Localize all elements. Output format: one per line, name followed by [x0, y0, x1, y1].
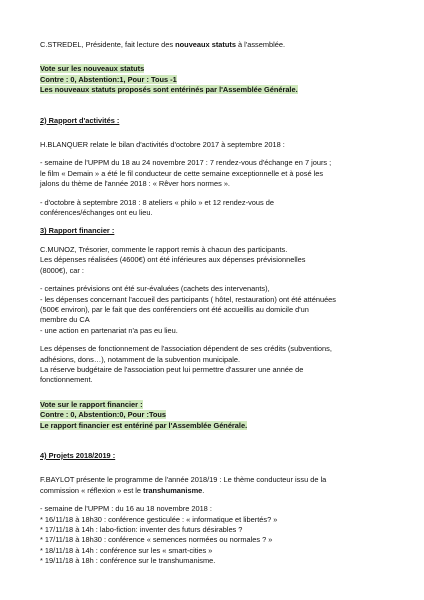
- intro-text: C.STREDEL, Présidente, fait lecture des: [40, 40, 176, 49]
- section2-para1: [40, 158, 390, 189]
- section4-item: * 16/11/18 à 18h30 : conférence gesticulée : « informatique et libertés? »: [40, 514, 278, 524]
- vote-statuts-line3: Les nouveaux statuts proposés sont entérinés par l'Assemblée Générale.: [40, 85, 298, 95]
- intro-suffix: à l'assemblée.: [235, 40, 286, 49]
- section3-item: - certaines prévisions ont été sur-évaluées (cachets des intervenants),: [40, 284, 270, 294]
- section4-item: * 17/11/18 à 18h30 : conférence « semences normées ou normales ? »: [40, 535, 273, 545]
- section2-heading: 2) Rapport d'activités :: [40, 115, 120, 125]
- section3-item: (500€ environ), par le fait que des conférenciers ont été accueillis au domicile d'un: [40, 304, 309, 314]
- section3-items: [40, 284, 390, 336]
- section3-para-line: La réserve budgétaire de l'association peut lui permettre d'assurer une année de: [40, 364, 304, 374]
- section3-intro-line: C.MUNOZ, Trésorier, commente le rapport remis à chacun des participants.: [40, 244, 288, 254]
- section3-item: - les dépenses concernant l'accueil des participants ( hôtel, restauration) ont été atténuées: [40, 294, 336, 304]
- section3-para: [40, 344, 390, 386]
- vote-statuts-block: [40, 64, 390, 95]
- section4-intro: [40, 475, 390, 496]
- section4-intro-line: F.BAYLOT présente le programme de l'année 2018/19 : Le thème conducteur issu de la: [40, 475, 327, 485]
- section4-item: * 19/11/18 à 18h : conférence sur le transhumanisme.: [40, 556, 216, 566]
- vote-financier-line1: Vote sur le rapport financier :: [40, 399, 143, 409]
- section3-para-line: fonctionnement.: [40, 375, 93, 385]
- section2-para2-line: - d'octobre à septembre 2018 : 8 ateliers « philo » et 12 rendez-vous de: [40, 197, 274, 207]
- section2-para1-line: le film « Demain » a été le fil conducteur de cette semaine exceptionnelle et à posé les: [40, 168, 324, 178]
- section3-para-line: adhésions, dons…), notamment de la subvention municipale.: [40, 354, 241, 364]
- section3-heading: 3) Rapport financier :: [40, 226, 115, 236]
- section4-intro-line: commission « réflexion » est le transhumanisme.: [40, 485, 205, 495]
- section4-item: - semaine de l'UPPM : du 16 au 18 novembre 2018 :: [40, 504, 212, 514]
- section3-intro-line: Les dépenses réalisées (4600€) ont été inférieures aux dépenses prévisionnelles: [40, 255, 306, 265]
- section3-item: - une action en partenariat n'a pas eu lieu.: [40, 325, 178, 335]
- transhumanisme-bold: transhumanisme: [143, 485, 203, 495]
- vote-statuts-line2: Contre : 0, Abstention:1, Pour : Tous -1: [40, 74, 177, 84]
- section2-para2-line: conférences/échanges ont eu lieu.: [40, 208, 153, 218]
- vote-financier-line3: Le rapport financier est entériné par l'Assemblée Générale.: [40, 420, 248, 430]
- vote-statuts-line1: Vote sur les nouveaux statuts: [40, 64, 145, 74]
- vote-financier-block: [40, 400, 390, 431]
- section2-para1-line: - semaine de l'UPPM du 18 au 24 novembre 2017 : 7 rendez-vous d'échange en 7 jours ;: [40, 158, 332, 168]
- section3-intro: [40, 245, 390, 276]
- section4-item: * 17/11/18 à 14h : labo-fiction: inventer des futurs désirables ?: [40, 525, 243, 534]
- section4-heading: 4) Projets 2018/2019 :: [40, 450, 116, 460]
- section2-para2: [40, 198, 390, 219]
- intro-bold: nouveaux statuts: [175, 40, 236, 49]
- section2-para1-line: jalons du thème de l'année 2018 : « Rêver hors normes ».: [40, 179, 230, 189]
- intro-paragraph: [40, 40, 390, 50]
- vote-financier-line2: Contre : 0, Abstention:0, Pour :Tous: [40, 410, 167, 420]
- section3-para-line: Les dépenses de fonctionnement de l'association dépendent de ses crédits (subventions,: [40, 344, 332, 354]
- section3-intro-line: (8000€), car :: [40, 265, 84, 275]
- section4-item: * 18/11/18 à 14h : conférence sur les « smart-cities »: [40, 545, 213, 555]
- section3-item: membre du CA: [40, 315, 90, 325]
- section4-items: [40, 504, 390, 566]
- section2-intro: H.BLANQUER relate le bilan d'activités d'octobre 2017 à septembre 2018 :: [40, 140, 285, 150]
